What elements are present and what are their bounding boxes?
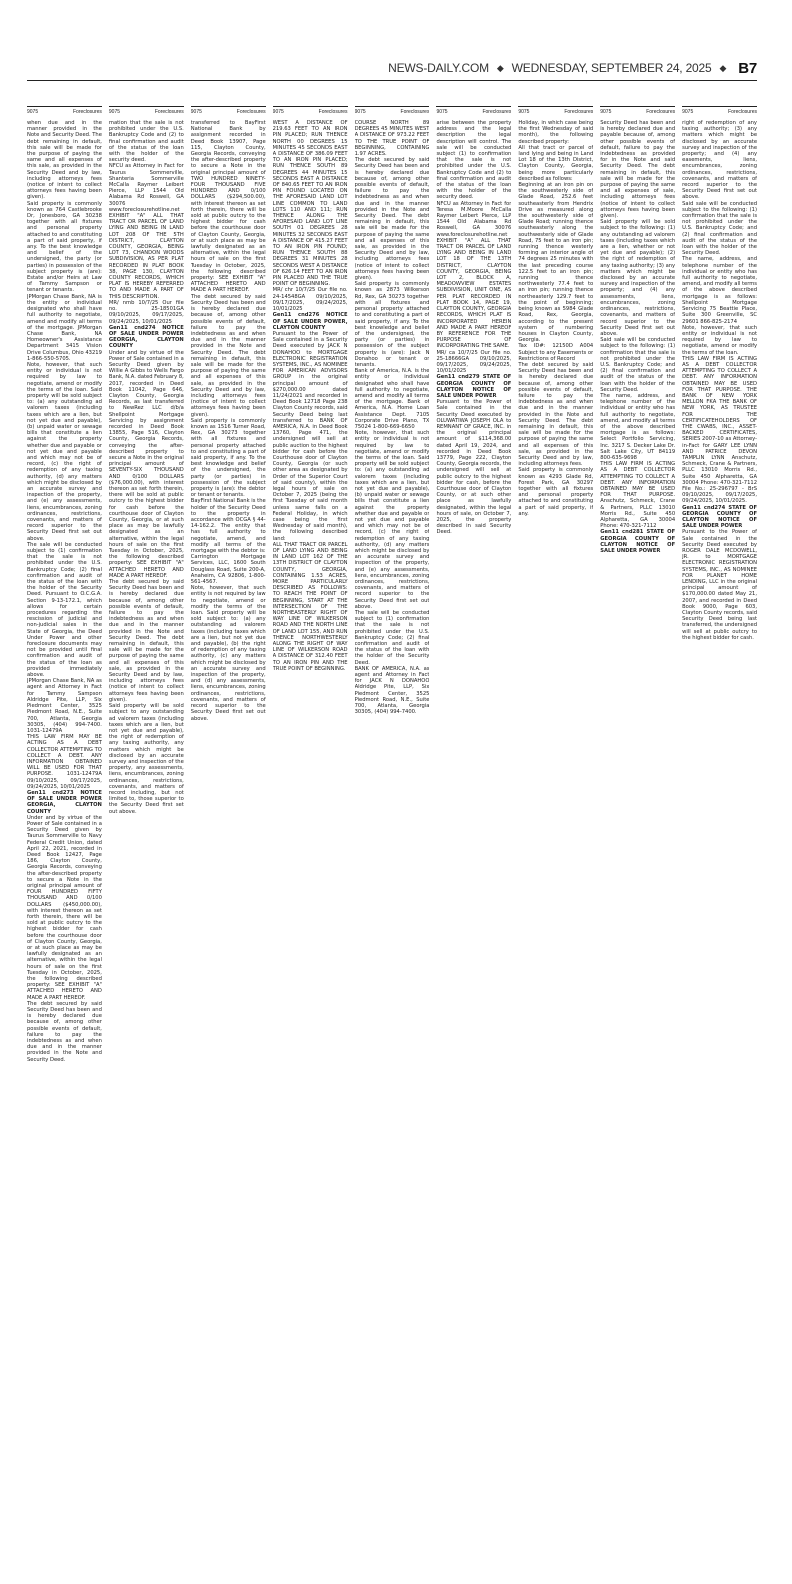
column-header <box>518 106 593 115</box>
column-body <box>682 120 757 641</box>
classified-category: Foreclosures <box>236 109 266 115</box>
notice-column <box>273 106 348 1580</box>
notice-paragraph: Said sale will be conducted subject to the following: (1) confirmation that the sale is not prohibited under the U.S. Bankruptcy Code; and (2) final confirmation and audit of the status of the loan with the holder of the Security Deed. <box>600 337 676 393</box>
notice-paragraph: when due and in the manner provided in the Note and Security Deed. The debt remaining in default, this sale will be made for the purpose of paying the same and all expenses of this sale, as provided in the Security Deed and by law, including attorneys fees (notice of intent to collect attorneys fees having been given). <box>27 120 102 201</box>
classified-code: 9075 <box>518 109 530 115</box>
notice-paragraph: MR/ nmb 10/7/25 Our file no. 25-18501GA 09/10/2025, 09/17/2025, 09/24/2025, 10/01/2025 <box>108 299 184 325</box>
notice-paragraph: The sale will be conducted subject to (1) confirmation that the sale is not prohibited under the U.S. Bankruptcy Code; (2) final confirmation and audit of the status of the loan with the holder of the Security Deed. <box>354 610 430 666</box>
column-body <box>600 120 675 554</box>
notice-paragraph: Pursuant to the Power of Sale contained in the Security Deed executed by ROGER DALE MCDOWELL, JR. to MORTGAGE ELECTRONIC REGISTRATION SYSTEMS, INC., AS NOMINEE FOR PLANET HOME LENDING, LLC in the original principal amount of $170,000.00 dated May 21, 2007, and recorded in Deed Book 9000, Page 603, Clayton County records, said Security Deed being last transferred, the undersigned will sell at public outcry to the highest bidder for cash. <box>682 529 758 641</box>
notice-paragraph: JPMorgan Chase Bank, NA is the entity or individual designated who shall have full authority to negotiate, amend and modify all terms of the mortgage. JPMorgan Chase Bank, NA Homeowner's Assistance Department 3415 Vision Drive Columbus, Ohio 43219 1-866-550-5705. <box>27 293 102 362</box>
notice-paragraph: The debt secured by said Security Deed has been and is hereby declared due because of, among other possible events of default, failure to pay the indebtedness as and when due and in the manner provided in the Note and Security Deed. <box>27 1000 102 1063</box>
notice-paragraph: Tax ID#: 12150D A004 Subject to any Easements or Restrictions of Record <box>518 343 594 362</box>
column-header <box>600 106 675 115</box>
classified-category: Foreclosures <box>400 109 430 115</box>
notice-heading: Gen11 cnd273 NOTICE OF SALE UNDER POWER GEORGIA, CLAYTON COUNTY <box>27 789 102 815</box>
classified-category: Foreclosures <box>564 109 594 115</box>
column-header <box>27 106 102 115</box>
notice-paragraph: BayFirst National Bank is the holder of the Security Deed to the property in accordance with OCGA § 44-14-162.2. The entity that has full authority to negotiate, amend, and modify all terms of the mortgage with the debtor is: Carrington Mortgage Services, LLC, 1600 South Douglass Road, Suite 200-A, Anaheim, CA 92806, 1-800-561-4567. <box>190 498 266 586</box>
notice-heading: Gen11 cnd279 STATE OF GEORGIA COUNTY OF CLAYTON NOTICE OF SALE UNDER POWER <box>436 374 512 399</box>
notice-paragraph: The name, address, and telephone number of the individual or entity who has full authority to negotiate, amend, and modify all terms of the above described mortgage is as follows: Shellpoint Mortgage Servicing 75 Beattie Place, Suite 300 Greenville, SC 29601 866-825-2174 <box>682 256 758 325</box>
notice-paragraph: The debt secured by said Security Deed has been and is hereby declared due because of, among other possible events of default, failure to pay the indebtedness as and when due and in the manner provided in the Note and Security Deed. The debt remaining in default, this sale will be made for the purpose of paying the same and all expenses of this sale, as provided in the Security Deed and by law, including attorneys fees (notice of intent to collect attorneys fees having been given). <box>108 579 184 703</box>
page-number: B7 <box>738 59 757 77</box>
notice-paragraph: JPMorgan Chase Bank, NA as agent and Attorney in Fact for Tammy Sampson Aldridge Pite, LLP, Six Piedmont Center, 3525 Piedmont Road, N.E., Suite 700, Atlanta, Georgia 30305, (404) 994-7400. 1031-12479A <box>27 678 102 734</box>
notice-paragraph: Under and by virtue of the Power of Sale contained in a Security Deed given by Taurus Sommerville to Navy Federal Credit Union, dated April 22, 2021, recorded in Deed Book 12427, Page 186, Clayton County, Georgia Records, conveying the after-described property to secure a Note in the original principal amount of FOUR HUNDRED FIFTY THOUSAND AND 0/100 DOLLARS ($450,000.00), with interest thereon as set forth therein, there will be sold at public outcry to the highest bidder for cash before the courthouse door of Clayton County, Georgia, or at such place as may be lawfully designated as an alternative, within the legal hours of sale on the first Tuesday in October, 2025, the following described property: SEE EXHIBIT "A" ATTACHED HERETO AND MADE A PART HEREOF. <box>27 814 102 1001</box>
classified-code: 9075 <box>682 109 694 115</box>
notice-paragraph: Said property is commonly known as 2873 Wilkerson Rd, Rex, GA 30273 together with all fixtures and personal property attached to and constituting a part of said property, if any. To the best knowledge and belief of the undersigned, the party (or parties) in possession of the subject property is (are): Jack N Donahoo or tenant or tenants. <box>354 281 430 368</box>
legal-notices-columns <box>27 106 757 1580</box>
notice-paragraph: Said property is commonly known as 764 Castlebrooke Dr, Jonesboro, GA 30238 together with all fixtures and personal property attached to and constituting a part of said property, if any. To the best knowledge and belief of the undersigned, the party (or parties) in possession of the subject property is (are): Estate and/or Heirs at Law of Tammy Sampson or tenant or tenants. <box>27 200 102 294</box>
column-body <box>27 120 102 1063</box>
column-body <box>355 120 430 716</box>
column-header <box>436 106 511 115</box>
notice-paragraph: Pursuant to the Power of Sale contained in the Security Deed executed by OLUWATIWA JOSEPH OLA to REMNANT OF GRACE, INC. in the original principal amount of $114,368.00 dated April 19, 2024, and recorded in Deed Book 13779, Page 222, Clayton County, Georgia records, the undersigned will sell at public outcry to the highest bidder for cash, before the Courthouse door of Clayton County, or at such other place as lawfully designated, within the legal hours of sale, on October 7, 2025, the property described in said Security Deed. <box>436 399 512 536</box>
notice-paragraph: Note, however, that such entity is not required by law to negotiate, amend or modify the terms of the loan. Said property will be sold subject to: (a) any outstanding ad valorem taxes (including taxes which are a lien, but not yet due and payable), (b) the right of redemption of any taxing authority, (c) any matters which might be disclosed by an accurate survey and inspection of the property, and (d) any assessments, liens, encumbrances, zoning ordinances, restrictions, covenants, and matters of record superior to the Security Deed first set out above. <box>190 585 266 722</box>
notice-heading: Gen11 cnd276 NOTICE OF SALE UNDER POWER, CLAYTON COUNTY <box>272 312 348 331</box>
classified-code: 9075 <box>27 109 39 115</box>
notice-paragraph: NFCU as Attorney in Fact for Teresa M.Moore McCalla Raymer Leibert Pierce, LLP 1544 Old Alabama Rd Roswell, GA 30076 www.foreclosurehotline.net <box>436 200 512 238</box>
notice-paragraph: mation that the sale is not prohibited under the U.S. Bankruptcy Code and (2) to final confirmation and audit of the status of the loan with the holder of the security deed. <box>108 120 184 164</box>
notice-paragraph: right of redemption of any taxing authority; (3) any matters which might be disclosed by an accurate survey and inspection of the property; and (4) any easements, liens, encumbrances, zoning ordinances, restrictions, covenants, and matters of record superior to the Security Deed first set out above. <box>682 120 758 201</box>
notice-paragraph: Under and by virtue of the Power of Sale contained in a Security Deed given by Willie A Gibbs to Wells Fargo Bank, N.A. dated February 8, 2017, recorded in Deed Book 11042, Page 646, Clayton County, Georgia Records, as last transferred to NewRez LLC d/b/a Shellpoint Mortgage Servicing by assignment recorded in Deed Book 13855, Page 516, Clayton County, Georgia Records, conveying the after-described property to secure a Note in the original principal amount of SEVENTY-SIX THOUSAND AND 0/100 DOLLARS ($76,000.00), with interest thereon as set forth therein, there will be sold at public outcry to the highest bidder for cash before the courthouse door of Clayton County, Georgia, or at such place as may be lawfully designated as an alternative, within the legal hours of sale on the first Tuesday in October, 2025, the following described property: SEE EXHIBIT "A" ATTACHED HERETO AND MADE A PART HEREOF. <box>108 349 184 579</box>
classified-category: Foreclosures <box>728 109 758 115</box>
issue-date: WEDNESDAY, SEPTEMBER 24, 2025 <box>511 61 712 75</box>
notice-column <box>518 106 593 1580</box>
notice-paragraph: Holiday, in which case being the first Wednesday of said month), the following described property: <box>518 120 594 145</box>
column-body <box>109 120 184 815</box>
notice-heading: Gen11 cnd274 NOTICE OF SALE UNDER POWER GEORGIA, CLAYTON COUNTY <box>108 324 184 350</box>
notice-heading: Gen11 cnd281 STATE OF GEORGIA COUNTY OF CLAYTON NOTICE OF SALE UNDER POWER <box>600 529 676 555</box>
notice-paragraph: Security Deed has been and is hereby declared due and payable because of, among other possible events of default, failure to pay the indebtedness as provided for in the Note and said Security Deed. The debt remaining in default, this sale will be made for the purpose of paying the same and all expenses of sale, including attorneys fees (notice of intent to collect attorneys fees having been given). <box>600 120 676 220</box>
classified-category: Foreclosures <box>318 109 348 115</box>
classified-code: 9075 <box>354 109 366 115</box>
classified-category: Foreclosures <box>154 109 184 115</box>
notice-paragraph: COURSE NORTH 89 DEGREES 45 MINUTES WEST A DISTANCE OF 973.22 FEET TO THE TRUE POINT OF BEGINNING, CONTAINING 1.97 ACRES. <box>354 120 430 158</box>
notice-paragraph: MR/ chr 10/7/25 Our file no. 24-14548GA 09/10/2025, 09/17/2025, 09/24/2025, 10/01/2025 <box>272 287 348 313</box>
column-header <box>273 106 348 115</box>
column-body <box>191 120 266 722</box>
notice-paragraph: Said property will be sold subject to any outstanding ad valorem taxes (including taxes which are a lien, but not yet due and payable), the right of redemption of any taxing authority, any matters which might be disclosed by an accurate survey and inspection of the property, any assessments, liens, encumbrances, zoning ordinances, restrictions, covenants, and matters of record including, but not limited to, those superior to the Security Deed first set out above. <box>108 703 184 815</box>
column-body <box>273 120 348 672</box>
column-body <box>518 120 593 517</box>
classified-code: 9075 <box>190 109 202 115</box>
notice-paragraph: Beginning at an iron pin on the southwesterly side of Glade Road, 252.6 feet southeasterly from Hendrix Drive as measured along the southwesterly side of Glade Road; running thence southeasterly along the southwesterly side of Glade Road, 75 feet to an iron pin; running thence westerly forming an interior angle of 74 degrees 25 minutes with the last preceding course 122.5 feet to an iron pin; running thence northwesterly 77.4 feet to an iron pin; running thence northeasterly 129.7 feet to the point of beginning; being known as 5984 Glade Road, Rex, Georgia, according to the present system of numbering houses in Clayton County, Georgia. <box>518 182 594 344</box>
notice-column <box>355 106 430 1580</box>
notice-paragraph: Said sale will be conducted subject to the following: (1) confirmation that the sale is not prohibited under the U.S. Bankruptcy Code; and (2) final confirmation and audit of the status of the loan with the holder of the Security Deed. <box>682 200 758 257</box>
notice-paragraph: Said property will be sold subject to the following: (1) any outstanding ad valorem taxes (including taxes which are a lien, whether or not yet due and payable); (2) the right of redemption of any taxing authority; (3) any matters which might be disclosed by an accurate survey and inspection of the property; and (4) any assessments, liens, encumbrances, zoning ordinances, restrictions, covenants, and matters of record superior to the Security Deed first set out above. <box>600 219 676 337</box>
notice-column <box>109 106 184 1580</box>
notice-heading: Gen11 cnd274 STATE OF GEORGIA COUNTY OF CLAYTON NOTICE OF SALE UNDER POWER <box>682 504 758 530</box>
column-header <box>355 106 430 115</box>
notice-paragraph: EXHIBIT "A" ALL THAT TRACT OR PARCEL OF LAND LYING AND BEING IN LAND LOT 208 OF THE 5TH DISTRICT, CLAYTON COUNTY, GEORGIA, BEING LOT 73, CHANDON WOODS SUBDIVISION, AS PER PLAT RECORDED IN PLAT BOOK 38, PAGE 130, CLAYTON COUNTY RECORDS, WHICH PLAT IS HEREBY REFERRED TO AND MADE A PART OF THIS DESCRIPTION. <box>108 213 184 300</box>
notice-paragraph: ALL THAT TRACT OR PARCEL OF LAND LYING AND BEING IN LAND LOT 162 OF THE 13TH DISTRICT OF CLAYTON COUNTY, GEORGIA, CONTAINING 1.53 ACRES, MORE PARTICULARLY DESCRIBED AS FOLLOWS: TO REACH THE POINT OF BEGINNING, START AT THE INTERSECTION OF THE NORTHEASTERLY RIGHT OF WAY LINE OF WILKERSON ROAD AND THE NORTH LINE OF LAND LOT 155, AND RUN THENCE NORTHWESTERLY ALONG THE RIGHT OF WAY LINE OF WILKERSON ROAD A DISTANCE OF 312.40 FEET TO AN IRON PIN AND THE TRUE POINT OF BEGINNING. <box>272 541 348 672</box>
column-header <box>109 106 184 115</box>
notice-paragraph: transferred to BayFirst National Bank by assignment recorded in Deed Book 13907, Page 115, Clayton County, Georgia Records, conveying the after-described property to secure a Note in the original principal amount of TWO HUNDRED NINETY-FOUR THOUSAND FIVE HUNDRED AND 0/100 DOLLARS ($294,500.00), with interest thereon as set forth therein, there will be sold at public outcry to the highest bidder for cash before the courthouse door of Clayton County, Georgia, or at such place as may be lawfully designated as an alternative, within the legal hours of sale on the first Tuesday in October, 2025, the following described property: SEE EXHIBIT "A" ATTACHED HERETO AND MADE A PART HEREOF. <box>190 120 266 294</box>
notice-paragraph: WEST A DISTANCE OF 219.63 FEET TO AN IRON PIN PLACED; RUN THENCE NORTH 00 DEGREES 15 MINUTES 45 SECONDS EAST A DISTANCE OF 386.09 FEET TO AN IRON PIN PLACED; RUN THENCE SOUTH 89 DEGREES 44 MINUTES 15 SECONDS EAST A DISTANCE OF 840.65 FEET TO AN IRON PIN FOUND LOCATED ON THE AFORESAID LAND LOT LINE COMMON TO LAND LOTS 110 AND 111; RUN THENCE ALONG THE AFORESAID LAND LOT LINE SOUTH 01 DEGREES 28 MINUTES 32 SECONDS EAST A DISTANCE OF 415.27 FEET TO AN IRON PIN FOUND; RUN THENCE SOUTH 88 DEGREES 31 MINUTES 28 SECONDS WEST A DISTANCE OF 626.14 FEET TO AN IRON PIN PLACED AND THE TRUE POINT OF BEGINNING. <box>272 120 348 288</box>
notice-paragraph: All that tract or parcel of land lying and being in Land Lot 18 of the 13th District, Clayton County, Georgia, being more particularly described as follows: <box>518 144 594 182</box>
notice-paragraph: Said property is commonly known as 1516 Turner Road, Rex, GA 30273 together with all fixtures and personal property attached to and constituting a part of said property, if any. To the best knowledge and belief of the undersigned, the party (or parties) in possession of the subject property is (are): the debtor or tenant or tenants. <box>190 417 266 499</box>
notice-paragraph: The name, address, and telephone number of the individual or entity who has full authority to negotiate, amend, and modify all terms of the above described mortgage is as follows: Select Portfolio Servicing, Inc. 3217 S. Decker Lake Dr. Salt Lake City, UT 84119 800-635-9698 <box>600 392 676 461</box>
classified-code: 9075 <box>272 109 284 115</box>
column-body <box>436 120 511 536</box>
site-name: NEWS-DAILY.COM <box>388 61 489 75</box>
column-header <box>191 106 266 115</box>
notice-paragraph: Said property is commonly known as 4293 Glade Rd, Forest Park, GA 30297 together with all fixtures and personal property attached to and constituting a part of said property, if any. <box>518 467 594 517</box>
notice-paragraph: MR/ ca 10/7/25 Our file no. 25-18666GA 09/10/2025, 09/17/2025, 09/24/2025, 10/01/2025 <box>436 349 512 375</box>
diamond-separator-icon: ◆ <box>496 62 504 73</box>
notice-paragraph: THIS LAW FIRM MAY BE ACTING AS A DEBT COLLECTOR ATTEMPTING TO COLLECT A DEBT. ANY INFORMATION OBTAINED WILL BE USED FOR THAT PURPOSE. 1031-12479A 09/10/2025, 09/17/2025, 09/24/2025, 10/01/2025 <box>27 734 102 790</box>
notice-paragraph: The debt secured by said Security Deed has been and is hereby declared due because of, among other possible events of default, failure to pay the indebtedness as and when due and in the manner provided in the Note and Security Deed. The debt remaining in default, this sale will be made for the purpose of paying the same and all expenses of this sale, as provided in the Security Deed and by law, including attorneys fees (notice of intent to collect attorneys fees having been given). <box>354 157 430 282</box>
notice-paragraph: NFCU as Attorney in Fact for Taurus Sommerville, Shanteria Sommerville McCalla Raymer Leibert Pierce, LLP 1544 Old Alabama Rd Roswell, GA 30076 www.foreclosurehotline.net <box>108 163 184 213</box>
notice-paragraph: Note, however, that such entity or individual is not required by law to negotiate, amend or modify the terms of the loan. Said property will be sold subject to: (a) any outstanding ad valorem taxes (including taxes which are a lien, but not yet due and payable), (b) unpaid water or sewage bills that constitute a lien against the property whether due and payable or not yet due and payable and which may not be of record, (c) the right of redemption of any taxing authority, (d) any matters which might be disclosed by an accurate survey and inspection of the property, and (e) any assessments, liens, encumbrances, zoning ordinances, restrictions, covenants, and matters of record superior to the Security Deed first set out above. <box>354 430 430 610</box>
notice-paragraph: BANK OF AMERICA, N.A. as agent and Attorney in Fact for JACK N DONAHOO Aldridge Pite, LLP, Six Piedmont Center, 3525 Piedmont Road, N.E., Suite 700, Atlanta, Georgia 30305, (404) 994-7400. <box>354 665 430 716</box>
notice-column <box>27 106 102 1580</box>
notice-paragraph: EXHIBIT "A" ALL THAT TRACT OR PARCEL OF LAND LYING AND BEING IN LAND LOT 18 OF THE 13TH DISTRICT, CLAYTON COUNTY, GEORGIA, BEING LOT 2, BLOCK A, MEADOWVIEW ESTATES SUBDIVISION, UNIT ONE, AS PER PLAT RECORDED IN PLAT BOOK 14, PAGE 19, CLAYTON COUNTY, GEORGIA RECORDS, WHICH PLAT IS INCORPORATED HEREIN AND MADE A PART HEREOF BY REFERENCE FOR THE PURPOSE OF INCORPORATING THE SAME. <box>436 237 512 350</box>
notice-paragraph: The sale will be conducted subject to (1) confirmation that the sale is not prohibited under the U.S. Bankruptcy Code; (2) final confirmation and audit of the status of the loan with the holder of the Security Deed. Pursuant to O.C.G.A. Section 9-13-172.1, which allows for certain procedures regarding the rescission of judicial and non-judicial sales in the State of Georgia, the Deed Under Power and other foreclosure documents may not be provided until final confirmation and audit of the status of the loan as provided immediately above. <box>27 541 102 679</box>
notice-paragraph: The debt secured by said Security Deed has been and is hereby declared due because of, among other possible events of default, failure to pay the indebtedness as and when due and in the manner provided in the Note and Security Deed. The debt remaining in default, this sale will be made for the purpose of paying the same and all expenses of this sale, as provided in the Security Deed and by law, including attorneys fees (notice of intent to collect attorneys fees having been given). <box>190 293 266 418</box>
classified-code: 9075 <box>436 109 448 115</box>
column-header <box>682 106 757 115</box>
notice-paragraph: arise between the property address and the legal description the legal description will control. The sale will be conducted subject (1) to confirmation that the sale is not prohibited under the U.S. Bankruptcy Code and (2) to final confirmation and audit of the status of the loan with the holder of the security deed. <box>436 120 512 201</box>
notice-paragraph: Note, however, that such entity or individual is not required by law to negotiate, amend or modify the terms of the loan. <box>682 324 758 356</box>
notice-column <box>436 106 511 1580</box>
masthead <box>27 56 757 81</box>
notice-paragraph: The debt secured by said Security Deed has been and is hereby declared due because of, among other possible events of default, failure to pay the indebtedness as and when due and in the manner provided in the Note and Security Deed. The debt remaining in default, this sale will be made for the purpose of paying the same and all expenses of this sale, as provided in the Security Deed and by law, including attorneys fees. <box>518 361 594 468</box>
classified-category: Foreclosures <box>482 109 512 115</box>
notice-paragraph: THIS LAW FIRM IS ACTING AS A DEBT COLLECTOR ATTEMPTING TO COLLECT A DEBT. ANY INFORMATION OBTAINED MAY BE USED FOR THAT PURPOSE. THE BANK OF NEW YORK MELLON FKA THE BANK OF NEW YORK, AS TRUSTEE FOR THE CERTIFICATEHOLDERS OF THE CWABS, INC., ASSET-BACKED CERTIFICATES, SERIES 2007-10 as Attorney-in-Fact for GARY LEE LYNN AND PATRICE DEVON TAMPLIN LYNN Anschutz, Schmeck, Crane & Partners, PLLC 13010 Morris Rd., Suite 450 Alpharetta, GA 30004 Phone: 470-321-7112 File No.: 25-296797 - BrS 09/10/2025, 09/17/2025, 09/24/2025, 10/01/2025. <box>682 355 758 505</box>
classified-code: 9075 <box>600 109 612 115</box>
notice-paragraph: Pursuant to the Power of Sale contained in a Security Deed executed by JACK N DONAHOO to MORTGAGE ELECTRONIC REGISTRATION SYSTEMS, INC., AS NOMINEE FOR AMERICAN ADVISORS GROUP in the original principal amount of $270,000.00 dated 11/24/2021 and recorded in Deed Book 12718 Page 238 Clayton County records, said Security Deed being last transferred to BANK OF AMERICA, N.A. in Deed Book 13760, Page 471, the undersigned will sell at public auction to the highest bidder for cash before the Courthouse door of Clayton County, Georgia (or such other area as designated by Order of the Superior Court of said county), within the legal hours of sale on October 7, 2025 (being the first Tuesday of said month unless same falls on a Federal Holiday, in which case being the first Wednesday of said month), the following described land: <box>272 330 348 542</box>
notice-column <box>600 106 675 1580</box>
classified-category: Foreclosures <box>72 109 102 115</box>
diamond-separator-icon: ◆ <box>719 62 727 73</box>
notice-column <box>682 106 757 1580</box>
classified-code: 9075 <box>108 109 121 115</box>
notice-paragraph: Note, however, that such entity or individual is not required by law to negotiate, amend or modify the terms of the loan. Said property will be sold subject to: (a) any outstanding ad valorem taxes (including taxes which are a lien, but not yet due and payable), (b) unpaid water or sewage bills that constitute a lien against the property whether due and payable or not yet due and payable and which may not be of record, (c) the right of redemption of any taxing authority, (d) any matters which might be disclosed by an accurate survey and inspection of the property, and (e) any assessments, liens, encumbrances, zoning ordinances, restrictions, covenants, and matters of record superior to the Security Deed first set out above. <box>27 361 102 542</box>
notice-paragraph: Bank of America, N.A. is the entity or individual designated who shall have full authority to negotiate, amend and modify all terms of the mortgage. Bank of America, N.A. Home Loan Assistance Dept. 7105 Corporate Drive Plano, TX 75024 1-800-669-6650 <box>354 368 430 430</box>
classified-category: Foreclosures <box>646 109 676 115</box>
notice-paragraph: THIS LAW FIRM IS ACTING AS A DEBT COLLECTOR ATTEMPTING TO COLLECT A DEBT. ANY INFORMATION OBTAINED MAY BE USED FOR THAT PURPOSE. Anschutz, Schmeck, Crane & Partners, PLLC 13010 Morris Rd., Suite 450 Alpharetta, GA 30004 Phone: 470-321-7112 <box>600 461 676 530</box>
notice-column <box>191 106 266 1580</box>
